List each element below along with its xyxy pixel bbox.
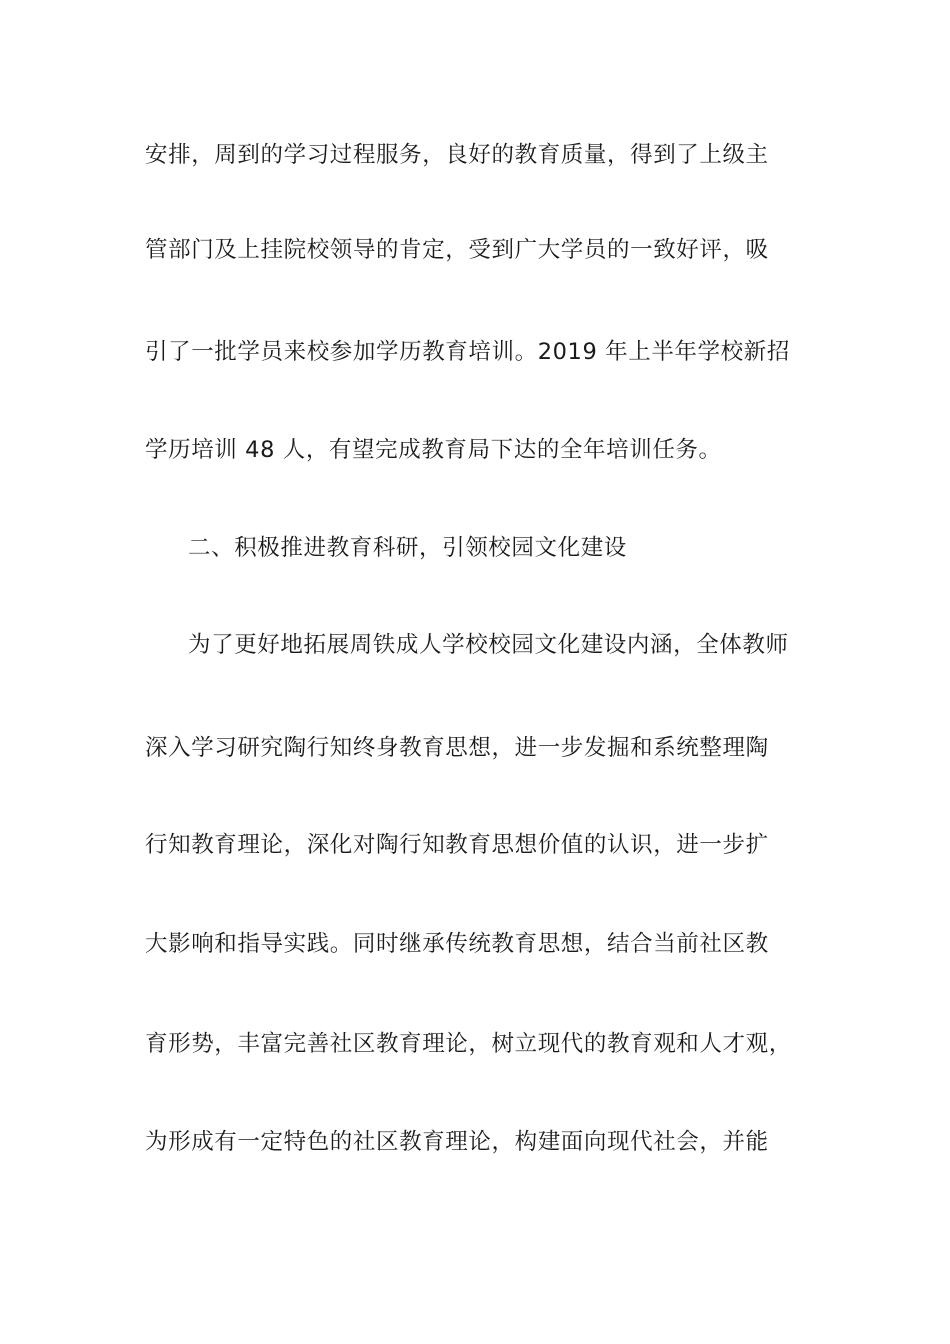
body-line-1: 安排，周到的学习过程服务，良好的教育质量，得到了上级主 <box>145 142 769 168</box>
paragraph-line-6: 为形成有一定特色的社区教育理论，构建面向现代社会，并能 <box>145 1129 769 1155</box>
section-heading: 二、积极推进教育科研，引领校园文化建设 <box>188 535 627 561</box>
paragraph-line-2: 深入学习研究陶行知终身教育思想，进一步发掘和系统整理陶 <box>145 735 769 761</box>
paragraph-line-5: 育形势，丰富完善社区教育理论，树立现代的教育观和人才观， <box>145 1031 792 1057</box>
paragraph-line-4: 大影响和指导实践。同时继承传统教育思想，结合当前社区教 <box>145 931 769 957</box>
paragraph-line-1: 为了更好地拓展周铁成人学校校园文化建设内涵，全体教师 <box>188 632 789 658</box>
paragraph-line-3: 行知教育理论，深化对陶行知教育思想价值的认识，进一步扩 <box>145 832 769 858</box>
body-line-3: 引了一批学员来校参加学历教育培训。2019 年上半年学校新招 <box>145 339 790 365</box>
body-line-2: 管部门及上挂院校领导的肯定，受到广大学员的一致好评，吸 <box>145 237 769 263</box>
body-line-4: 学历培训 48 人，有望完成教育局下达的全年培训任务。 <box>145 437 722 463</box>
